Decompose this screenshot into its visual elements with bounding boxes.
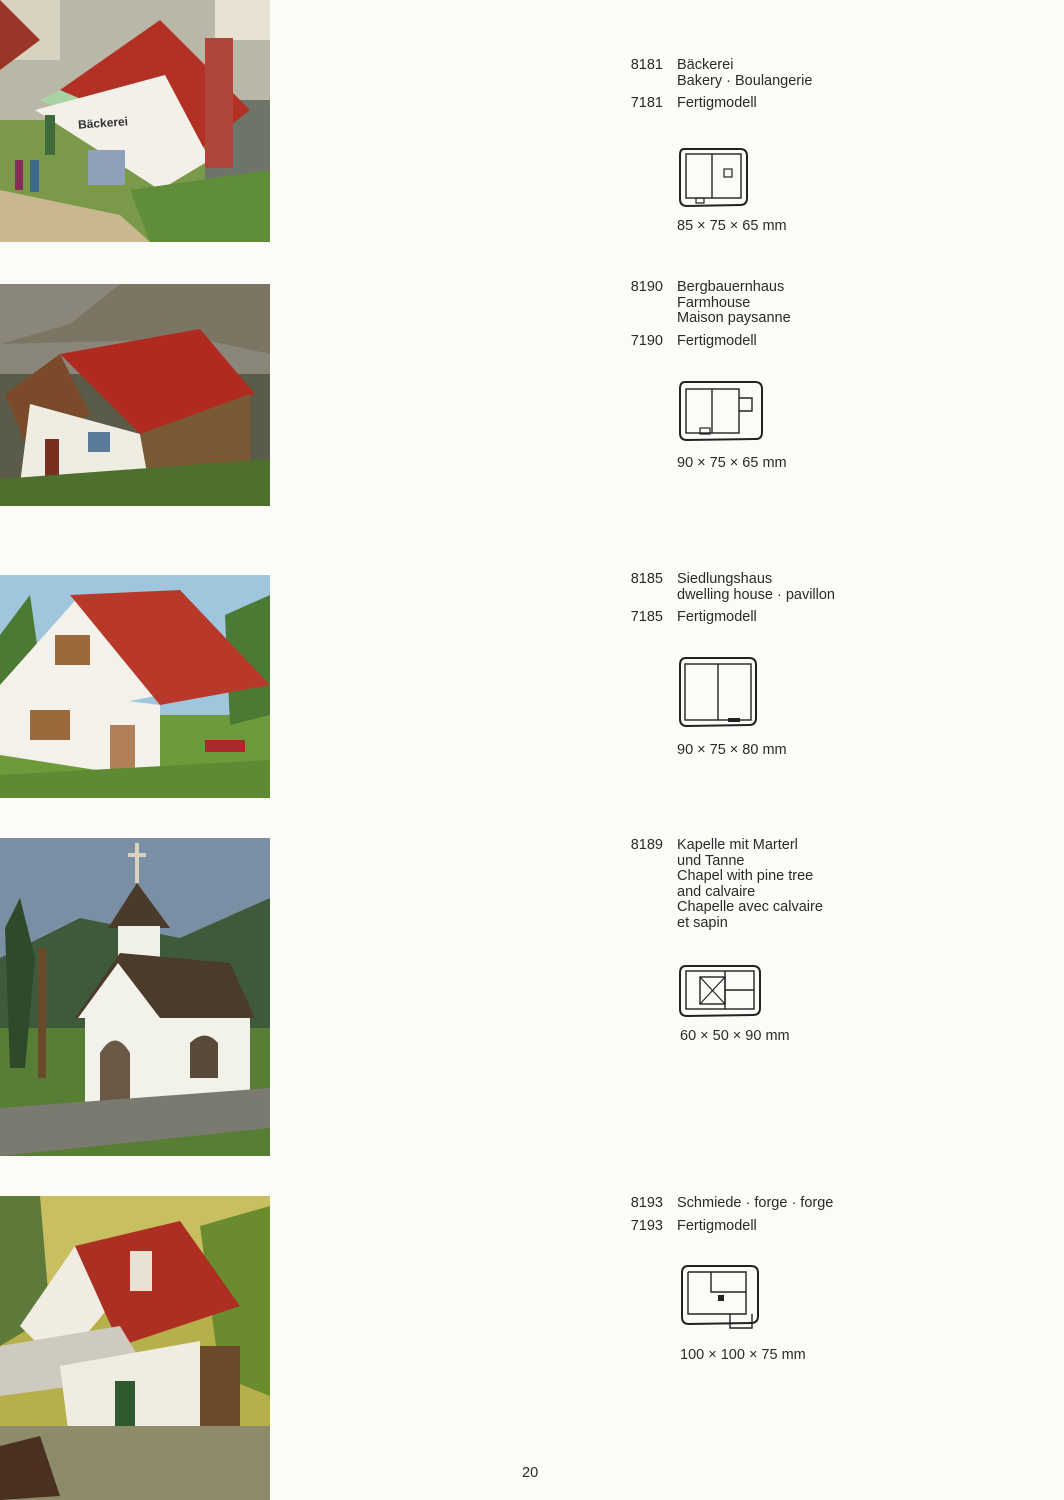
- photo-chapel: [0, 838, 270, 1156]
- page-number: 20: [522, 1465, 539, 1481]
- floor-plan-8193: [678, 1262, 762, 1336]
- entry-name: Schmiede · forge · forge: [677, 1195, 834, 1211]
- kit-number: 8189: [630, 837, 663, 853]
- kit-number: 8185: [630, 571, 663, 587]
- catalog-entry-8190: [600, 280, 980, 349]
- entry-name-fr: Maison paysanne: [677, 310, 791, 326]
- dimensions-8189: 60 × 50 × 90 mm: [680, 1028, 790, 1044]
- floor-plan-8181: [676, 145, 751, 210]
- entry-name-en-fr: Bakery · Boulangerie: [677, 72, 813, 89]
- entry-name-de-2: und Tanne: [677, 852, 745, 869]
- entry-name-de: Siedlungshaus: [677, 571, 773, 587]
- model-label: Fertigmodell: [677, 1217, 757, 1234]
- entry-name-fr-2: et sapin: [677, 914, 728, 931]
- model-number: 7190: [630, 332, 663, 349]
- kit-number: 8181: [630, 57, 663, 73]
- floor-plan-8190: [676, 378, 766, 444]
- entry-name-en-2: and calvaire: [677, 883, 756, 900]
- floor-plan-8185: [676, 654, 760, 730]
- catalog-entry-8189: [600, 838, 980, 931]
- entry-name-de: Bäckerei: [677, 57, 734, 73]
- model-number: 7193: [630, 1217, 663, 1234]
- entry-name-de: Bergbauernhaus: [677, 279, 785, 295]
- model-number: 7185: [630, 609, 663, 625]
- entry-name-en: Farmhouse: [677, 294, 751, 311]
- photo-forge: [0, 1196, 270, 1500]
- photo-farmhouse: [0, 284, 270, 506]
- model-number: 7181: [630, 95, 663, 111]
- catalog-entry-8181: [600, 58, 980, 112]
- model-label: Fertigmodell: [677, 95, 757, 111]
- entry-name-en-1: Chapel with pine tree: [677, 868, 814, 884]
- kit-number: 8190: [630, 279, 663, 295]
- photo-dwelling-house: [0, 575, 270, 798]
- dimensions-8185: 90 × 75 × 80 mm: [677, 742, 787, 758]
- entry-name-en-fr: dwelling house · pavillon: [677, 586, 835, 603]
- photo-sign: Bäckerei: [77, 114, 129, 132]
- dimensions-8193: 100 × 100 × 75 mm: [680, 1347, 806, 1363]
- entry-name-de-1: Kapelle mit Marterl: [677, 837, 798, 853]
- model-label: Fertigmodell: [677, 609, 757, 625]
- catalog-entry-8185: [600, 572, 980, 626]
- photo-bakery: [0, 0, 270, 242]
- kit-number: 8193: [630, 1195, 663, 1211]
- dimensions-8181: 85 × 75 × 65 mm: [677, 218, 787, 234]
- catalog-entry-8193: [600, 1196, 980, 1234]
- model-label: Fertigmodell: [677, 332, 757, 349]
- dimensions-8190: 90 × 75 × 65 mm: [677, 455, 787, 471]
- floor-plan-8189: [676, 962, 764, 1020]
- entry-name-fr-1: Chapelle avec calvaire: [677, 899, 823, 915]
